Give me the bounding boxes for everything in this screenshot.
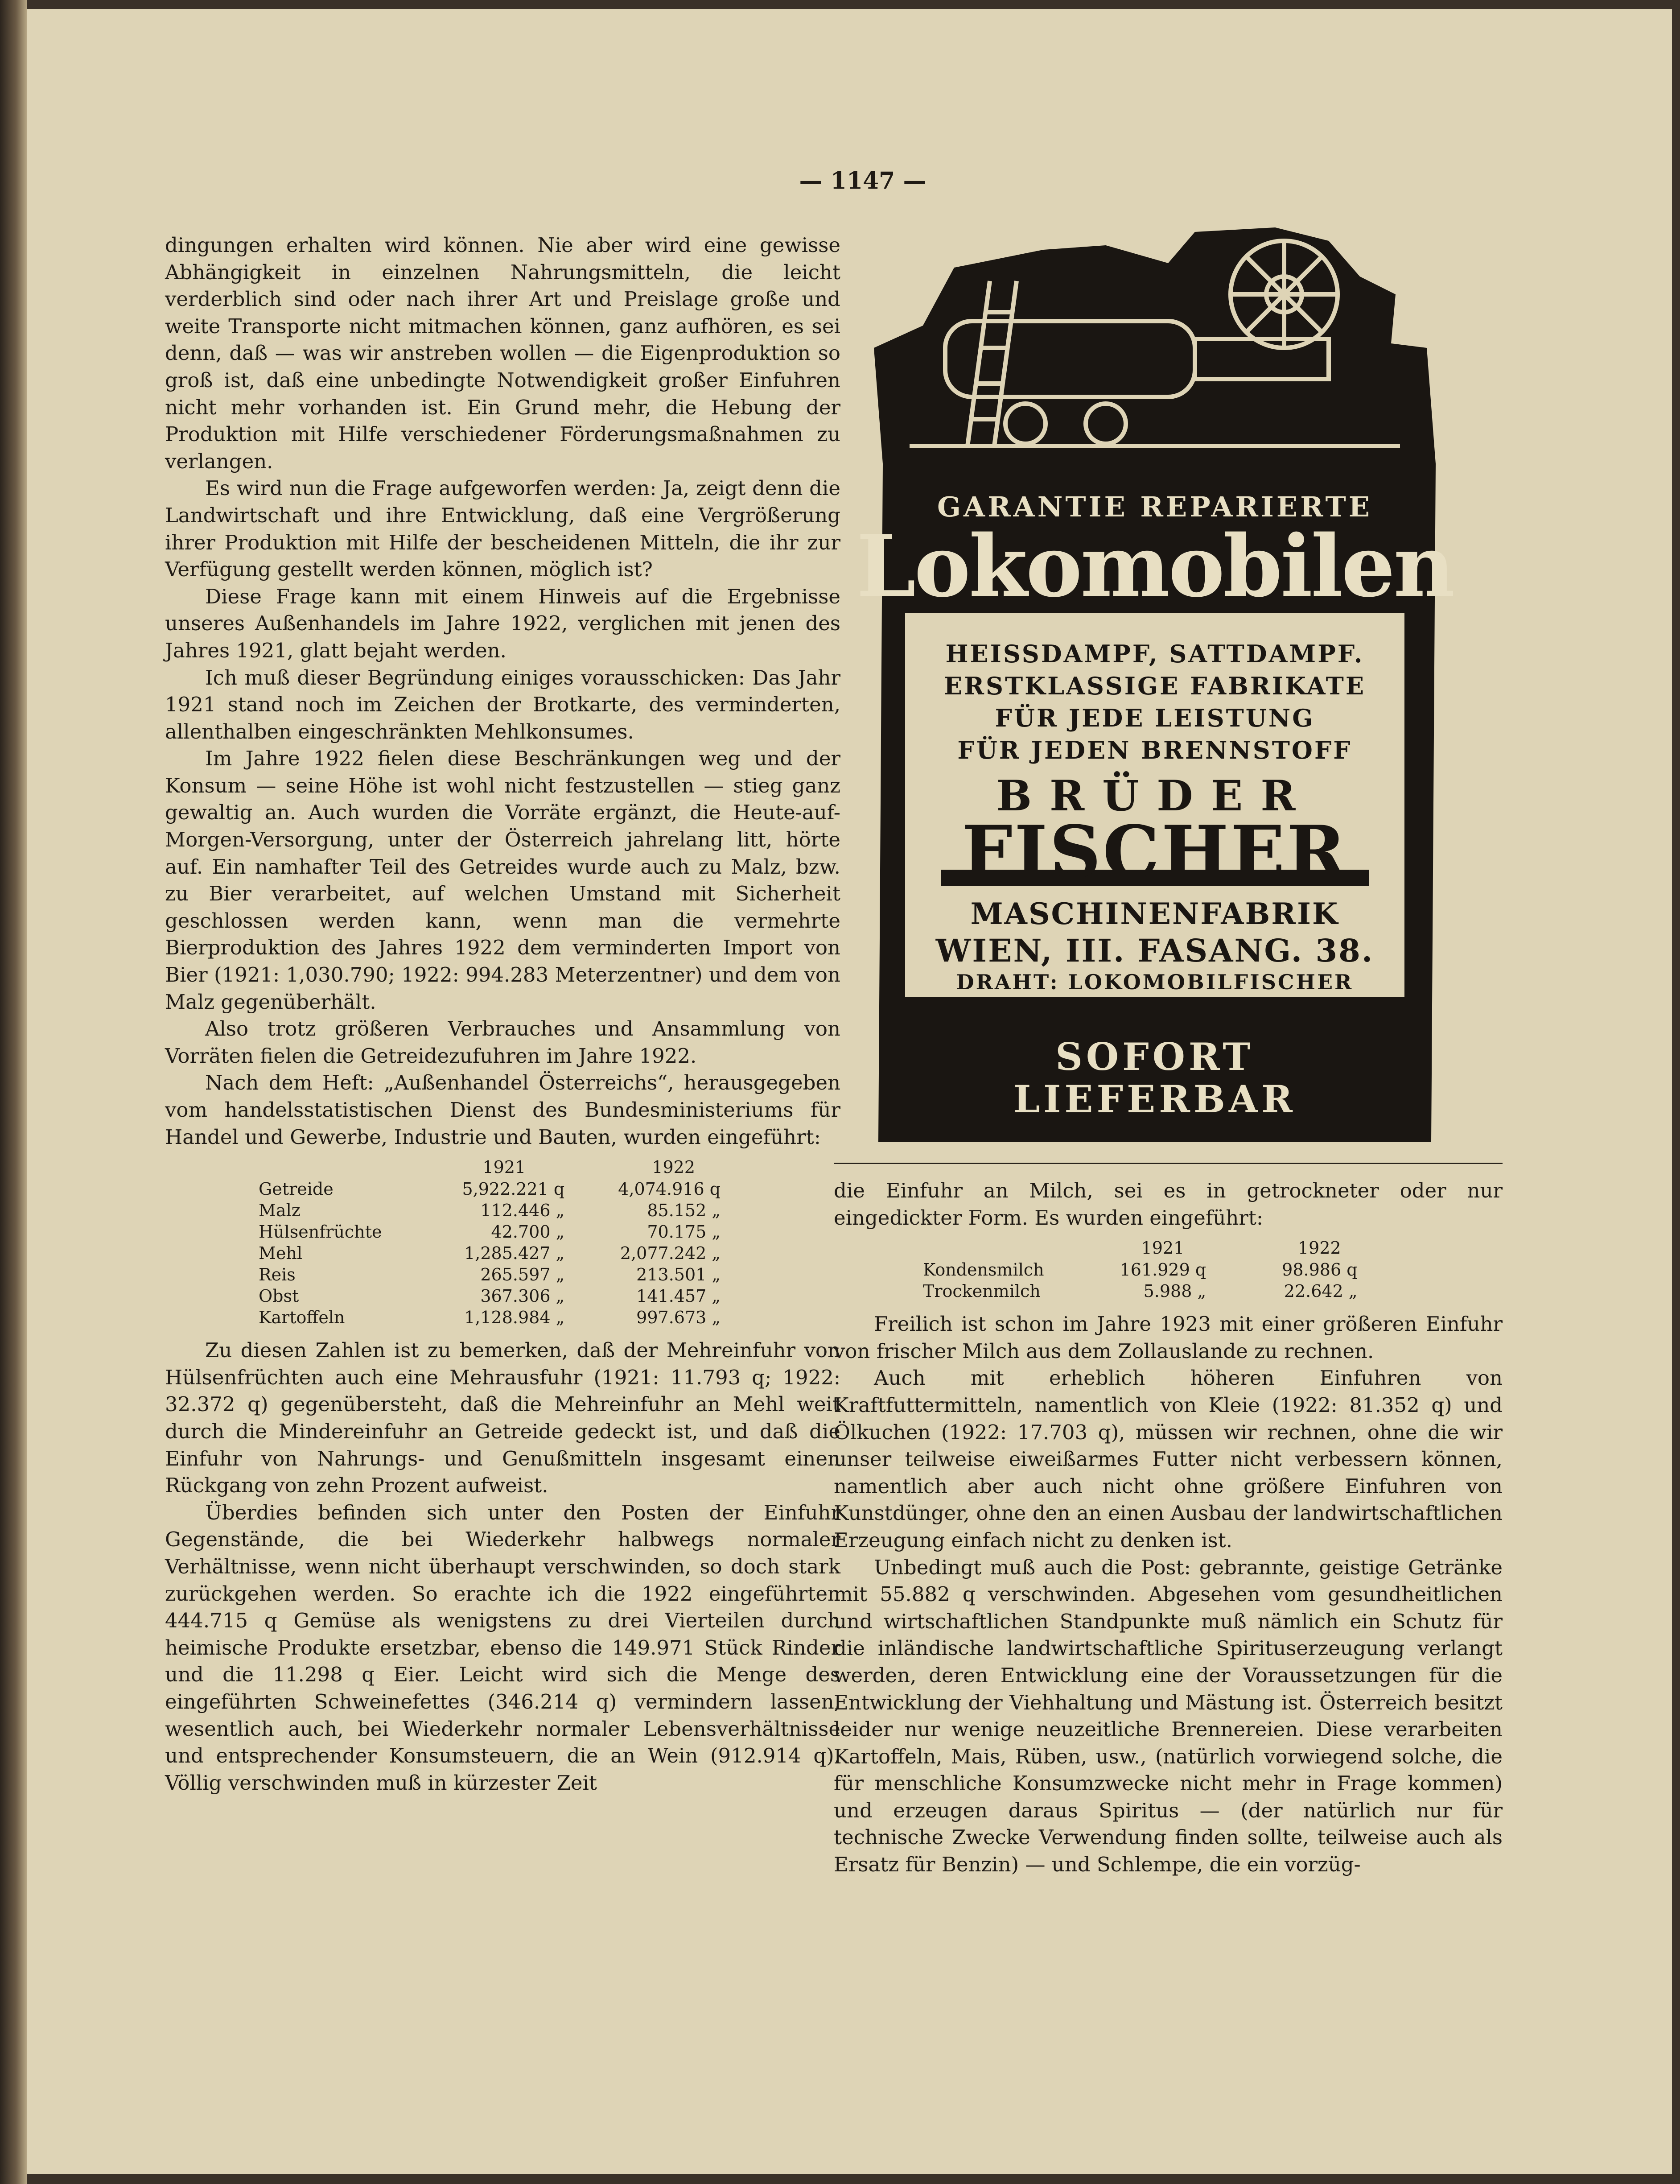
paragraph: Es wird nun die Frage aufgeworfen werden: Ja, zeigt denn die Landwirtschaft und ihre Entwicklung, daß eine Vergrößerung ihrer Produktion mit Hilfe der bescheidenen Mitteln, die ihr zur Verfügung gestellt werden können, möglich ist? — [165, 476, 840, 582]
table-cell: 5,922.221 q — [462, 1179, 565, 1199]
table-row — [254, 1200, 725, 1221]
ad-telegram: DRAHT: LOKOMOBILFISCHER — [956, 970, 1354, 994]
paragraph: Nach dem Heft: „Außenhandel Österreichs“, herausgegeben vom handelsstatistischen Dienst des Bundesministeriums für Handel und Gewerbe, Industrie und Bauten, wurden eingeführt: — [165, 1071, 840, 1149]
table-header: 1922 — [652, 1157, 696, 1177]
paragraph: Ich muß dieser Begründung einiges vorausschicken: Das Jahr 1921 stand noch im Zeichen der Brotkarte, des verminderten, allenthalben eingeschränkten Mehlkonsumes. — [165, 665, 840, 743]
paragraph: Diese Frage kann mit einem Hinweis auf die Ergebnisse unseres Außenhandels im Jahre 1922, verglichen mit jenen des Jahres 1921, glatt bejaht werden. — [165, 584, 840, 662]
ad-feature-line: FÜR JEDE LEISTUNG — [995, 704, 1315, 732]
table-cell: 22.642 „ — [1284, 1281, 1358, 1301]
ad-address: WIEN, III. FASANG. 38. — [935, 932, 1374, 969]
milk-import-table — [918, 1237, 1362, 1302]
table-row — [254, 1221, 725, 1243]
table-cell: 367.306 „ — [480, 1286, 565, 1306]
table-cell: 98.986 q — [1282, 1260, 1358, 1280]
ad-header: GARANTIE REPARIERTE — [937, 491, 1372, 523]
table-row — [254, 1264, 725, 1285]
table-cell: 161.929 q — [1120, 1260, 1206, 1280]
ad-features — [856, 638, 1454, 766]
paragraph: dingungen erhalten wird können. Nie aber wird eine gewisse Abhängigkeit in einzelnen Nahrungsmitteln, die leicht verderblich sind oder nach ihrer Art und Preislage große und weite Transporte nicht mitmachen können, ganz aufhören, es sei denn, daß — was wir anstreben wollen — die Eigenproduktion so groß ist, daß eine unbedingte Notwendigkeit großer Einfuhren nicht mehr vorhanden ist. Ein Grund mehr, die Hebung der Produktion mit Hilfe verschiedener Förderungsmaßnahmen zu verlangen. — [165, 233, 840, 473]
ad-footer-line: LIEFERBAR — [1013, 1077, 1296, 1121]
ad-brand-top: BRÜDER — [996, 772, 1314, 821]
paragraph: Zu diesen Zahlen ist zu bemerken, daß der Mehreinfuhr von Hülsenfrüchten auch eine Mehrausfuhr (1921: 11.793 q; 1922: 32.372 q) gegenübersteht, daß die Mehreinfuhr an Mehl weit durch die Mindereinfuhr an Getreide gedeckt ist, und daß die Einfuhr von Nahrungs- und Genußmitteln insgesamt einen Rückgang von zehn Prozent aufweist. — [165, 1338, 840, 1498]
paragraph: Auch mit erheblich höheren Einfuhren von Kraftfuttermitteln, namentlich von Kleie (1922: 81.352 q) und Ölkuchen (1922: 17.703 q), müssen wir rechnen, ohne die wir unser teilweise eiweißarmes Futter nicht verbessern können, namentlich aber auch nicht ohne größere Einfuhren von Kunstdünger, ohne den an einen Ausbau der landwirtschaftlichen Erzeugung einfach nicht zu denken ist. — [834, 1366, 1503, 1552]
paragraph: Unbedingt muß auch die Post: gebrannte, geistige Getränke mit 55.882 q verschwinden. Abgesehen vom gesundheitlichen und wirtschaftlichen Standpunkte muß nämlich ein Schutz für die inländische landwirtschaftliche Spirituserzeugung verlangt werden, deren Entwicklung eine der Voraussetzungen für die Entwicklung der Viehhaltung und Mästung ist. Österreich besitzt leider nur wenige neuzeitliche Brennereien. Diese verarbeiten Kartoffeln, Mais, Rüben, usw., (natürlich vorwiegend solche, die für menschliche Konsumzwecke nicht mehr in Frage kommen) und erzeugen daraus Spiritus — (der natürlich nur für technische Zwecke Verwendung finden sollte, teilweise auch als Ersatz für Benzin) — und Schlempe, die ein vorzüg- — [834, 1555, 1503, 1877]
ad-feature-line: ERSTKLASSIGE FABRIKATE — [943, 672, 1366, 700]
table-cell: 1,285.427 „ — [464, 1243, 565, 1263]
table-row — [918, 1280, 1362, 1302]
paragraph: Im Jahre 1922 fielen diese Beschränkungen weg und der Konsum — seine Höhe ist wohl nicht festzustellen — stieg ganz gewaltig an. Auch wurden die Vorräte ergänzt, die Heute-auf-Morgen-Versorgung, unter der Österreich jahrelang litt, hörte auf. Ein namhafter Teil des Getreides wurde auch zu Malz, bzw. zu Bier verarbeitet, auf welchen Umstand mit Sicherheit geschlossen werden kann, wenn man die vermehrte Bierproduktion des Jahres 1922 dem verminderten Import von Bier (1921: 1,030.790; 1922: 994.283 Meterzentner) und dem von Malz gegenüberhält. — [165, 747, 840, 1014]
table-cell-label: Mehl — [259, 1243, 303, 1263]
ad-company: MASCHINENFABRIK — [970, 896, 1339, 931]
import-table-wrapper — [165, 1156, 840, 1328]
table-cell: 4,074.916 q — [618, 1179, 721, 1199]
table-cell-label: Getreide — [259, 1179, 334, 1199]
table-row — [254, 1243, 725, 1264]
table-cell-label: Hülsenfrüchte — [259, 1222, 382, 1242]
table-header: 1921 — [1141, 1238, 1185, 1258]
table-cell: 265.597 „ — [480, 1265, 565, 1285]
table-cell: 2,077.242 „ — [620, 1243, 721, 1263]
table-cell-label: Kartoffeln — [259, 1308, 345, 1328]
page-number: — 1147 — — [799, 167, 926, 194]
table-cell: 5.988 „ — [1143, 1281, 1206, 1301]
ad-footer-line: SOFORT — [1055, 1035, 1254, 1079]
import-table — [254, 1156, 725, 1328]
milk-table-wrapper — [834, 1237, 1503, 1302]
table-cell: 1,128.984 „ — [464, 1308, 565, 1328]
table-cell: 112.446 „ — [480, 1201, 565, 1221]
table-header: 1922 — [1297, 1238, 1341, 1258]
table-cell: 70.175 „ — [647, 1222, 721, 1242]
right-column — [834, 1177, 1503, 1878]
table-cell: 997.673 „ — [636, 1308, 721, 1328]
table-cell: 141.457 „ — [636, 1286, 721, 1306]
table-cell: 213.501 „ — [636, 1265, 721, 1285]
table-row — [254, 1285, 725, 1307]
table-cell-label: Trockenmilch — [923, 1281, 1041, 1301]
table-row — [254, 1307, 725, 1328]
book-gutter — [0, 0, 27, 2184]
ad-feature-line: HEISSDAMPF, SATTDAMPF. — [945, 640, 1364, 668]
table-row — [254, 1178, 725, 1200]
table-row — [918, 1259, 1362, 1280]
lokomobilen-advertisement — [856, 214, 1454, 1146]
table-header-row — [918, 1237, 1362, 1259]
table-cell-label: Kondensmilch — [923, 1260, 1044, 1280]
column-divider-rule — [834, 1163, 1503, 1164]
table-header-row — [254, 1156, 725, 1178]
table-header: 1921 — [482, 1157, 526, 1177]
table-cell-label: Obst — [259, 1286, 299, 1306]
left-column — [165, 232, 840, 1796]
table-cell: 85.152 „ — [647, 1201, 721, 1221]
ad-brand-main: FISCHER — [962, 810, 1348, 894]
paragraph: Überdies befinden sich unter den Posten der Einfuhr Gegenstände, die bei Wiederkehr halbwegs normaler Verhältnisse, wenn nicht überhaupt verschwinden, so doch stark zurückgehen werden. So erachte ich die 1922 eingeführten 444.715 q Gemüse als wenigstens zu drei Vierteilen durch heimische Produkte ersetzbar, ebenso die 149.971 Stück Rinder und die 11.298 q Eier. Leicht wird sich die Menge des eingeführten Schweinefettes (346.214 q) vermindern lassen, wesentlich auch, bei Wiederkehr normaler Lebensverhältnisse und entsprechender Konsumsteuern, die an Wein (912.914 q). Völlig verschwinden muß in kürzester Zeit — [165, 1500, 840, 1795]
ad-title: Lokomobilen — [856, 516, 1454, 616]
paragraph: die Einfuhr an Milch, sei es in getrockneter oder nur eingedickter Form. Es wurden eingeführt: — [834, 1179, 1503, 1230]
table-cell-label: Reis — [259, 1265, 296, 1285]
ad-feature-line: FÜR JEDEN BRENNSTOFF — [957, 736, 1352, 764]
book-page — [27, 9, 1672, 2174]
paragraph: Also trotz größeren Verbrauches und Ansammlung von Vorräten fielen die Getreidezufuhren im Jahre 1922. — [165, 1017, 840, 1068]
paragraph: Freilich ist schon im Jahre 1923 mit einer größeren Einfuhr von frischer Milch aus dem Zollauslande zu rechnen. — [834, 1312, 1503, 1363]
table-cell: 42.700 „ — [491, 1222, 565, 1242]
table-cell-label: Malz — [259, 1201, 301, 1221]
